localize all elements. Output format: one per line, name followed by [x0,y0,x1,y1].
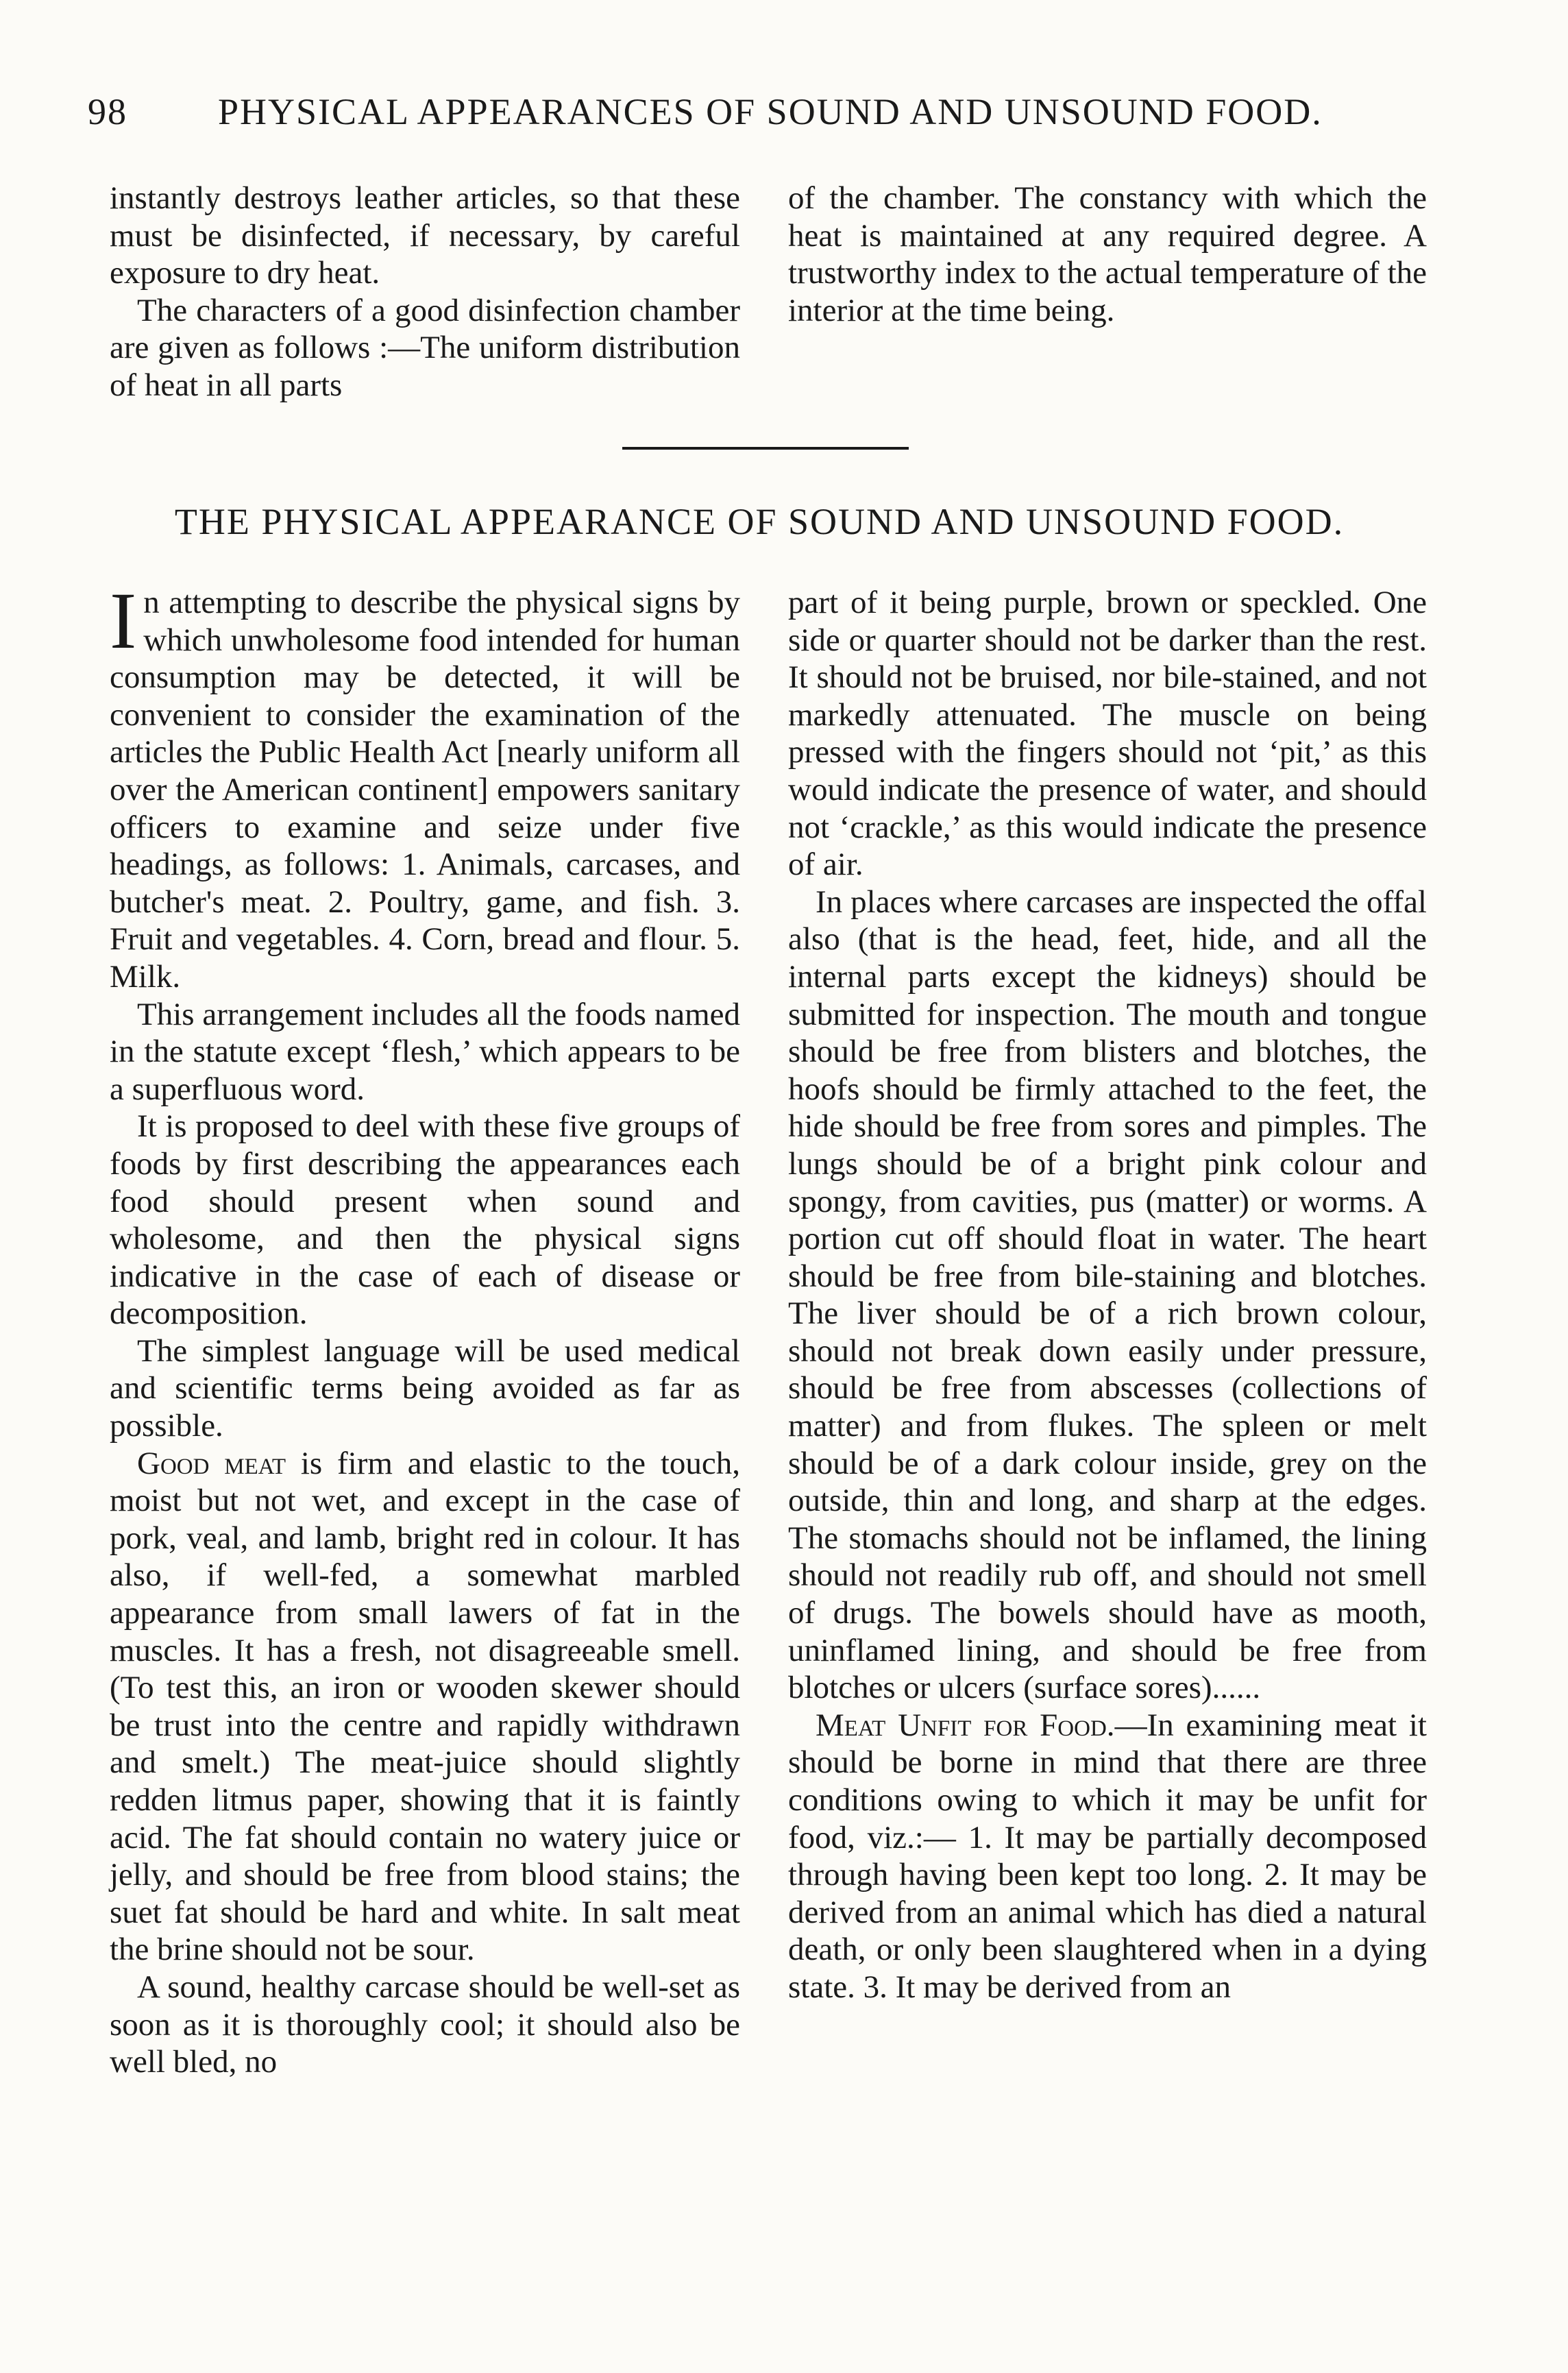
paragraph: The simplest language will be used medical and scientific terms being avoided as far as possible. [110,1332,740,1444]
article-title: THE PHYSICAL APPEARANCE OF SOUND AND UNSOUND FOOD. [174,501,1345,542]
paragraph: This arrangement includes all the foods named in the statute except ‘flesh,’ which appears to be a superfluous word. [110,996,740,1107]
running-head: PHYSICAL APPEARANCES OF SOUND AND UNSOUND FOOD. [218,91,1323,132]
meat-unfit-label: Meat Unfit for Food. [816,1707,1115,1743]
paragraph: part of it being purple, brown or speckled. One side or quarter should not be darker than the rest. It should not be bruised, nor bile-stained, and not markedly attenuated. The muscle on being pressed with the fingers should not ‘pit,’ as this would indicate the presence of water, and should not ‘crackle,’ as this would indicate the presence of air. [788,585,1427,883]
opening-text: n attempting to describe the physical signs by which unwholesome food intended for human consumption may be detected, it will be convenient to consider the examination of the articles the Public Health Act [nearly uniform all over the American continent] empowers sanitary officers to examine and seize under five headings, as follows: 1. Animals, carcases, and butcher's meat. 2. Poultry, game, and fish. 3. Fruit and vegetables. 4. Corn, bread and flour. 5. Milk. [110,585,740,995]
article-left-column [110,576,740,2081]
good-meat-text: is firm and elastic to the touch, moist but not wet, and except in the case of pork, veal, and lamb, bright red in colour. It has also, if well-fed, a somewhat marbled appearance from small lawers of fat in the muscles. It has a fresh, not disagreeable smell. (To test this, an iron or wooden skewer should be trust into the centre and rapidly withdrawn and smelt.) The meat-juice should slightly redden litmus paper, showing that it is faintly acid. The fat should contain no watery juice or jelly, and should be free from blood stains; the suet fat should be hard and white. In salt meat the brine should not be sour. [110,1445,740,1968]
page-header [88,90,1431,145]
preceding-article-left-column [110,180,740,404]
page-number: 98 [88,91,127,132]
paragraph: The characters of a good disinfection chamber are given as follows :—The uniform distribution of heat in all parts [110,292,740,403]
opening-paragraph [110,576,740,996]
paragraph: In places where carcases are inspected the offal also (that is the head, feet, hide, and all the internal parts except the kidneys) should be submitted for inspection. The mouth and tongue should be free from blisters and blotches, the hoofs should be firmly attached to the feet, the hide should be free from sores and pimples. The lungs should be of a bright pink colour and spongy, from cavities, pus (matter) or worms. A portion cut off should float in water. The heart should be free from bile-staining and blotches. The liver should be of a rich brown colour, should not break down easily under pressure, should be free from abscesses (collections of matter) and from flukes. The spleen or melt should be of a dark colour inside, grey on the outside, thin and long, and sharp at the edges. The stomachs should not be inflamed, the lining should not readily rub off, and should not smell of drugs. The bowels should have as mooth, uninflamed lining, and should be free from blotches or ulcers (surface sores)...... [788,884,1427,1706]
paragraph: instantly destroys leather articles, so that these must be disinfected, if necessary, by careful exposure to dry heat. [110,180,740,291]
article-right-column [788,584,1427,2006]
paragraph: It is proposed to deel with these five groups of foods by first describing the appearances each food should present when sound and wholesome, and then the physical signs indicative in the case of each of disease or decomposition. [110,1108,740,1332]
meat-unfit-text: —In examining meat it should be borne in mind that there are three conditions owing to which it may be unfit for food, viz.:— 1. It may be partially decomposed through having been kept too long. 2. It may be derived from an animal which has died a natural death, or only been slaughtered when in a dying state. 3. It may be derived from an [788,1707,1427,2005]
section-divider [622,447,909,450]
drop-cap: I [110,576,137,666]
good-meat-label: Good meat [137,1445,286,1481]
preceding-article-right-column [788,180,1427,329]
meat-unfit-paragraph [788,1707,1427,2006]
paragraph: A sound, healthy carcase should be well-set as soon as it is thoroughly cool; it should also be well bled, no [110,1969,740,2080]
paragraph: of the chamber. The constancy with which the heat is maintained at any required degree. A trustworthy index to the actual temperature of the interior at the time being. [788,180,1427,328]
good-meat-paragraph [110,1445,740,1969]
